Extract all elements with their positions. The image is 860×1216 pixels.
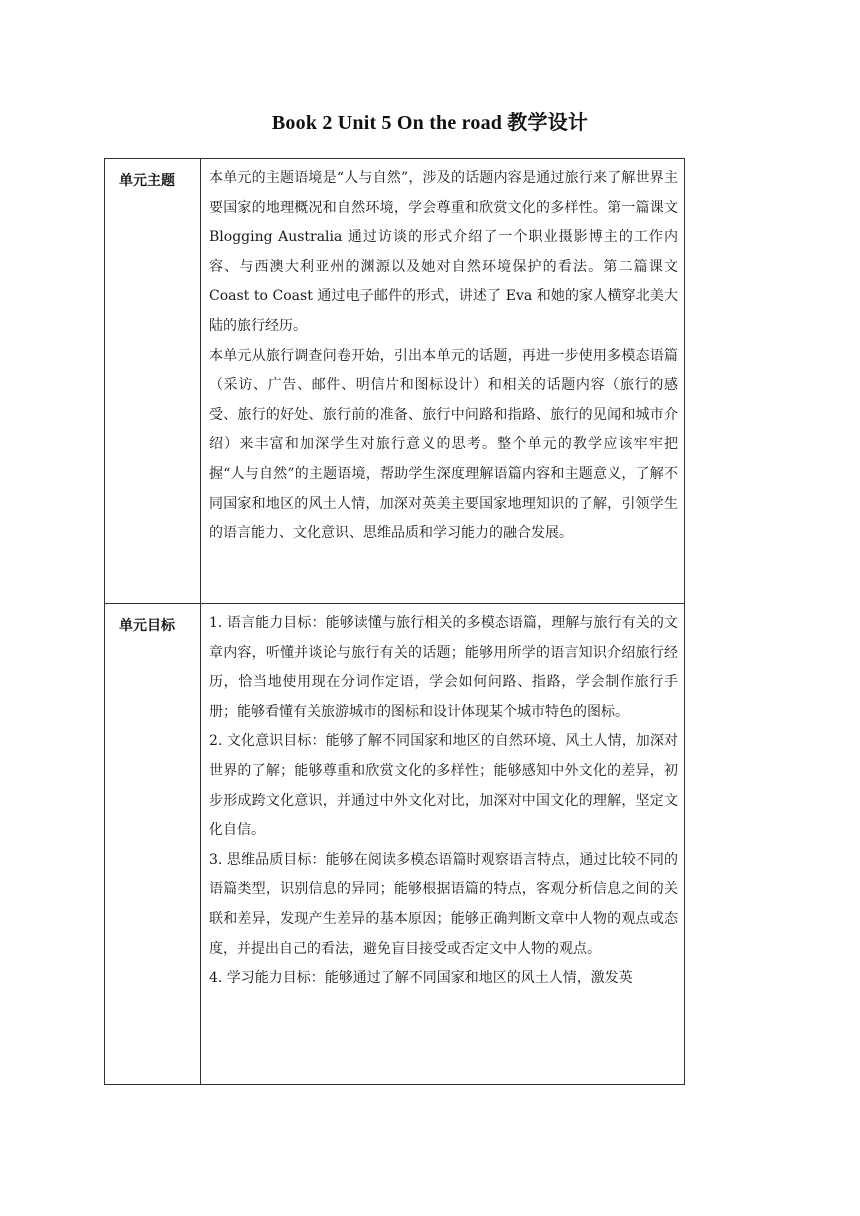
row-content-cell — [201, 604, 685, 1085]
row-label-cell — [105, 159, 201, 604]
paragraph: 2. 文化意识目标：能够了解不同国家和地区的自然环境、风土人情，加深对世界的了解；能够尊重和欣赏文化的多样性；能够感知中外文化的差异，初步形成跨文化意识，并通过中外文化对比，加深对中国文化的理解，坚定文化自信。 — [209, 733, 678, 839]
row-content-cell — [201, 159, 685, 604]
paragraph: 本单元从旅行调查问卷开始，引出本单元的话题，再进一步使用多模态语篇（采访、广告、邮件、明信片和图标设计）和相关的话题内容（旅行的感受、旅行的好处、旅行前的准备、旅行中问路和指路、旅行的见闻和城市介绍）来丰富和加深学生对旅行意义的思考。整个单元的教学应该牢牢把握“人与自然”的主题语境，帮助学生深度理解语篇内容和主题意义，了解不同国家和地区的风土人情，加深对英美主要国家地理知识的了解，引领学生的语言能力、文化意识、思维品质和学习能力的融合发展。 — [209, 347, 678, 542]
row-label-unit-goals: 单元目标 — [119, 618, 175, 634]
teaching-design-table — [104, 158, 685, 1085]
page-title: Book 2 Unit 5 On the road 教学设计 — [271, 112, 589, 134]
row-label-unit-theme: 单元主题 — [119, 173, 175, 189]
paragraph: 3. 思维品质目标：能够在阅读多模态语篇时观察语言特点，通过比较不同的语篇类型，识别信息的异同；能够根据语篇的特点，客观分析信息之间的关联和差异，发现产生差异的基本原因；能够正确判断文章中人物的观点或态度，并提出自己的看法，避免盲目接受或否定文中人物的观点。 — [209, 851, 678, 957]
paragraph: 4. 学习能力目标：能够通过了解不同国家和地区的风土人情，激发英 — [209, 970, 633, 987]
table-row-unit-goals — [105, 604, 685, 1085]
paragraph: 本单元的主题语境是“人与自然”，涉及的话题内容是通过旅行来了解世界主要国家的地理概况和自然环境，学会尊重和欣赏文化的多样性。第一篇课文 Blogging Australia 通过访谈的形式介绍了一个职业摄影博主的工作内容、与西澳大利亚州的渊源以及她对自然环境保护的看法。第二篇课文 Coast to Coast 通过电子邮件的形式，讲述了 Eva 和她的家人横穿北美大陆的旅行经历。 — [209, 170, 678, 334]
table-row-unit-theme — [105, 159, 685, 604]
row-label-cell — [105, 604, 201, 1085]
paragraph: 1. 语言能力目标：能够读懂与旅行相关的多模态语篇，理解与旅行有关的文章内容，听懂并谈论与旅行有关的话题；能够用所学的语言知识介绍旅行经历，恰当地使用现在分词作定语，学会如何问路、指路，学会制作旅行手册；能够看懂有关旅游城市的图标和设计体现某个城市特色的图标。 — [209, 615, 678, 720]
